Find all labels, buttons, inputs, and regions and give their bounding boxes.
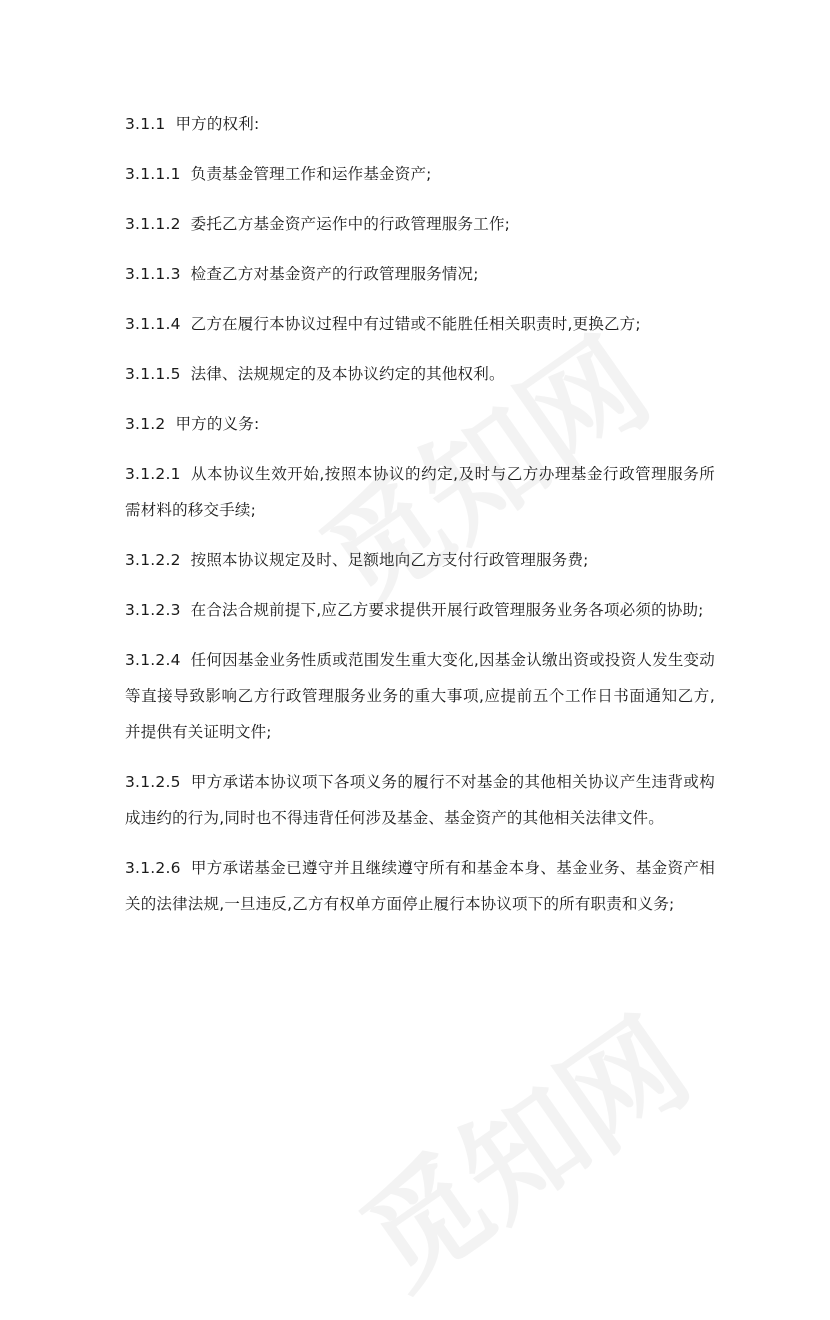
clause-number: 3.1.2.5 [125,773,181,791]
clause-text: 在合法合规前提下,应乙方要求提供开展行政管理服务业务各项必须的协助; [190,601,704,619]
clause-paragraph [125,206,715,242]
clause-text: 甲方承诺基金已遵守并且继续遵守所有和基金本身、基金业务、基金资产相关的法律法规,一旦违反,乙方有权单方面停止履行本协议项下的所有职责和义务; [125,859,715,913]
clause-paragraph [125,592,715,628]
clause-text: 甲方的义务: [175,415,260,433]
clause-paragraph [125,356,715,392]
clause-paragraph [125,542,715,578]
clause-paragraph [125,764,715,836]
clause-text: 任何因基金业务性质或范围发生重大变化,因基金认缴出资或投资人发生变动等直接导致影响乙方行政管理服务业务的重大事项,应提前五个工作日书面通知乙方,并提供有关证明文件; [125,651,715,741]
clause-paragraph [125,306,715,342]
clause-paragraph [125,642,715,750]
clause-number: 3.1.1.3 [125,265,181,283]
clause-paragraph [125,406,715,442]
clause-number: 3.1.2 [125,415,166,433]
clause-number: 3.1.2.2 [125,551,181,569]
clause-text: 从本协议生效开始,按照本协议的约定,及时与乙方办理基金行政管理服务所需材料的移交手续; [125,465,715,519]
clause-text: 甲方承诺本协议项下各项义务的履行不对基金的其他相关协议产生违背或构成违约的行为,同时也不得违背任何涉及基金、基金资产的其他相关法律文件。 [125,773,715,827]
clause-text: 按照本协议规定及时、足额地向乙方支付行政管理服务费; [190,551,589,569]
clause-text: 负责基金管理工作和运作基金资产; [190,165,432,183]
clause-number: 3.1.2.1 [125,465,181,483]
clause-text: 乙方在履行本协议过程中有过错或不能胜任相关职责时,更换乙方; [190,315,641,333]
clause-text: 委托乙方基金资产运作中的行政管理服务工作; [190,215,511,233]
clause-number: 3.1.2.4 [125,651,181,669]
document-body [125,106,715,936]
clause-text: 检查乙方对基金资产的行政管理服务情况; [190,265,479,283]
clause-text: 甲方的权利: [175,115,260,133]
clause-number: 3.1.2.6 [125,859,181,877]
clause-paragraph [125,106,715,142]
clause-paragraph [125,156,715,192]
clause-number: 3.1.2.3 [125,601,181,619]
clause-number: 3.1.1 [125,115,166,133]
clause-text: 法律、法规规定的及本协议约定的其他权利。 [190,365,505,383]
watermark [323,972,717,1319]
clause-number: 3.1.1.1 [125,165,181,183]
clause-paragraph [125,456,715,528]
clause-paragraph [125,850,715,922]
clause-number: 3.1.1.4 [125,315,181,333]
clause-paragraph [125,256,715,292]
clause-number: 3.1.1.2 [125,215,181,233]
clause-number: 3.1.1.5 [125,365,181,383]
